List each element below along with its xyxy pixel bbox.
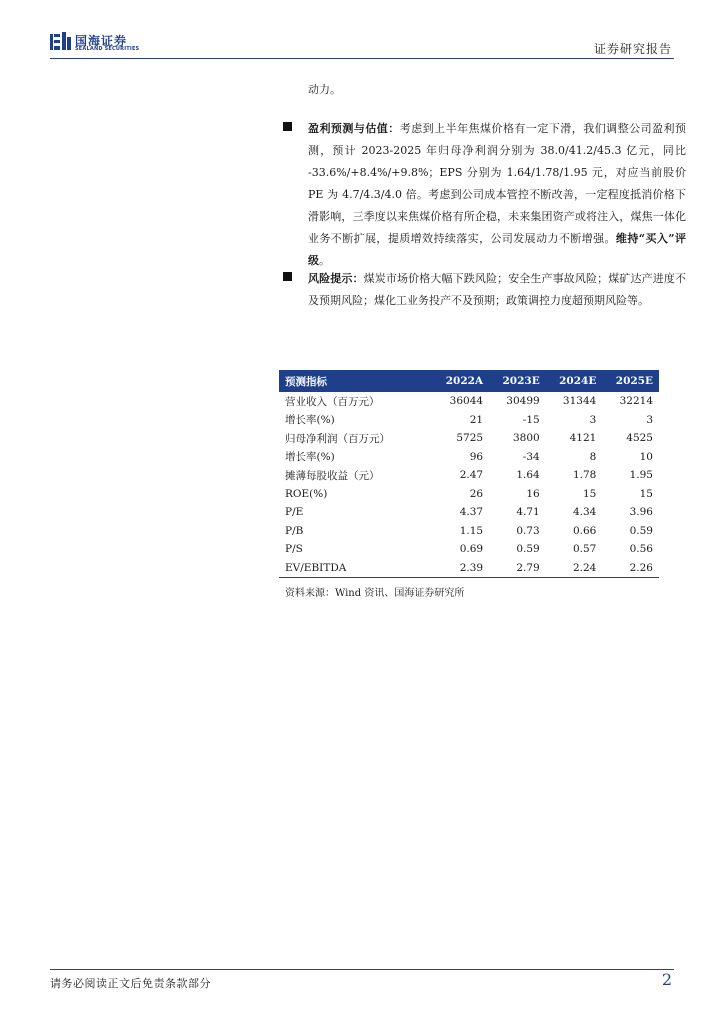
table-cell: 2.39	[432, 559, 489, 578]
page-header	[0, 0, 724, 62]
forecast-table	[279, 370, 659, 578]
table-cell: 0.73	[516, 524, 540, 537]
table-cell: 15	[639, 487, 653, 500]
page-number: 2	[661, 970, 672, 989]
table-cell: 4.37	[459, 506, 484, 519]
table-cell: P/E	[285, 506, 304, 519]
table-cell: 5725	[456, 432, 484, 445]
table-cell: 2.79	[489, 559, 546, 578]
header-cell: 2024E	[559, 375, 597, 387]
table-cell: 2.26	[602, 559, 659, 578]
table-row	[279, 485, 659, 504]
table-cell: 4525	[626, 432, 653, 445]
table-cell: 0.59	[516, 543, 540, 556]
table-cell: ROE(%)	[285, 487, 328, 500]
table-row	[279, 540, 659, 559]
table-cell: 32214	[619, 395, 653, 408]
rating-text: 维持“买入”评级	[308, 232, 687, 267]
table-cell: -34	[522, 450, 540, 463]
bullet-title: 风险提示：	[308, 272, 364, 285]
table-cell: 3800	[512, 432, 540, 445]
table-row	[279, 429, 659, 448]
table-cell: 31344	[562, 395, 597, 408]
sealand-logo-icon	[50, 32, 72, 52]
company-logo	[50, 32, 140, 54]
table-header-row	[279, 370, 659, 392]
table-cell: P/S	[285, 543, 303, 556]
table-cell: 3.96	[629, 506, 653, 519]
table-row	[279, 448, 659, 467]
table-cell: 1.78	[572, 469, 597, 482]
table-cell: EV/EBITDA	[279, 559, 432, 578]
bullet-title: 盈利预测与估值：	[308, 122, 400, 135]
bullet-body	[308, 268, 686, 312]
continued-paragraph: 动力。	[308, 83, 341, 96]
table-cell: 2.24	[546, 559, 603, 578]
forecast-table-wrap	[279, 370, 659, 578]
header-divider	[50, 58, 674, 59]
bullet-text: 考虑到上半年焦煤价格有一定下滑，我们调整公司盈利预测，预计 2023-2025 年归母净利润分别为 38.0/41.2/45.3 亿元，同比 -33.6%/+8.4%/+9.8%；EPS 分别为 1.64/1.78/1.95 元，对应当前股价 PE 为 4.7/4.3/4.0 倍。考虑到公司成本管控不断改善，一定程度抵消价格下滑影响，三季度以来焦煤价格有所企稳，未来集团资产或将注入，煤焦一体化业务不断扩展，提质增效持续落实，公司发展动力不断增强。	[308, 122, 686, 245]
header-cell: 2025E	[615, 375, 653, 387]
table-row	[279, 392, 659, 411]
table-cell: 15	[582, 487, 597, 500]
table-cell: 26	[469, 487, 484, 500]
bullet-text: 煤炭市场价格大幅下跌风险；安全生产事故风险；煤矿达产进度不及预期风险；煤化工业务投产不及预期；政策调控力度超预期风险等。	[308, 272, 687, 307]
table-cell: 10	[639, 450, 653, 463]
footer-divider	[50, 969, 674, 970]
table-cell: 0.59	[629, 524, 653, 537]
table-cell: 36044	[449, 395, 484, 408]
disclaimer-note: 请务必阅读正文后免责条款部分	[50, 977, 211, 990]
table-cell: 归母净利润（百万元）	[285, 432, 390, 445]
table-cell: 3	[589, 413, 597, 426]
header-cell: 2022A	[445, 375, 484, 387]
bullet-tail: 。	[319, 254, 330, 267]
bullet-body	[308, 118, 686, 272]
bullet-square-icon	[283, 122, 292, 131]
table-cell: 增长率(%)	[285, 451, 335, 464]
table-cell: 3	[646, 413, 653, 426]
table-cell: 8	[589, 450, 597, 463]
report-type-label: 证券研究报告	[593, 42, 672, 56]
table-cell: 16	[526, 487, 540, 500]
table-cell: 营业收入（百万元）	[285, 395, 380, 408]
table-cell: 1.64	[516, 469, 540, 482]
bullet-profit-forecast	[279, 118, 686, 272]
table-cell: 0.56	[629, 543, 653, 556]
bullet-risk-warning	[279, 268, 686, 312]
table-cell: 2.47	[459, 469, 484, 482]
table-cell: 0.69	[459, 543, 484, 556]
table-source-note: 资料来源：Wind 资讯、国海证券研究所	[285, 588, 465, 599]
header-cell: 2023E	[502, 375, 540, 387]
table-cell: 4.34	[572, 506, 597, 519]
table-cell: 0.57	[572, 543, 597, 556]
table-cell: -15	[522, 413, 540, 426]
bullet-square-icon	[283, 272, 292, 281]
table-cell: 30499	[506, 395, 540, 408]
table-cell: 增长率(%)	[285, 414, 335, 427]
table-cell: 4121	[569, 432, 597, 445]
table-cell: 摊薄每股收益（元）	[285, 469, 380, 482]
logo-text-en: SEALAND SECURITIES	[75, 46, 140, 52]
table-cell: 1.95	[629, 469, 653, 482]
table-cell: P/B	[285, 524, 304, 537]
table-row	[279, 466, 659, 485]
table-cell: 0.66	[572, 524, 597, 537]
table-row	[279, 559, 659, 578]
table-cell: 21	[469, 413, 484, 426]
table-row	[279, 503, 659, 522]
table-row	[279, 522, 659, 541]
table-cell: 1.15	[459, 524, 484, 537]
logo-text-cn: 国海证券	[75, 34, 128, 48]
table-cell: 4.71	[516, 506, 540, 519]
header-cell: 预测指标	[285, 375, 327, 388]
table-cell: 96	[469, 450, 484, 463]
table-row	[279, 411, 659, 430]
